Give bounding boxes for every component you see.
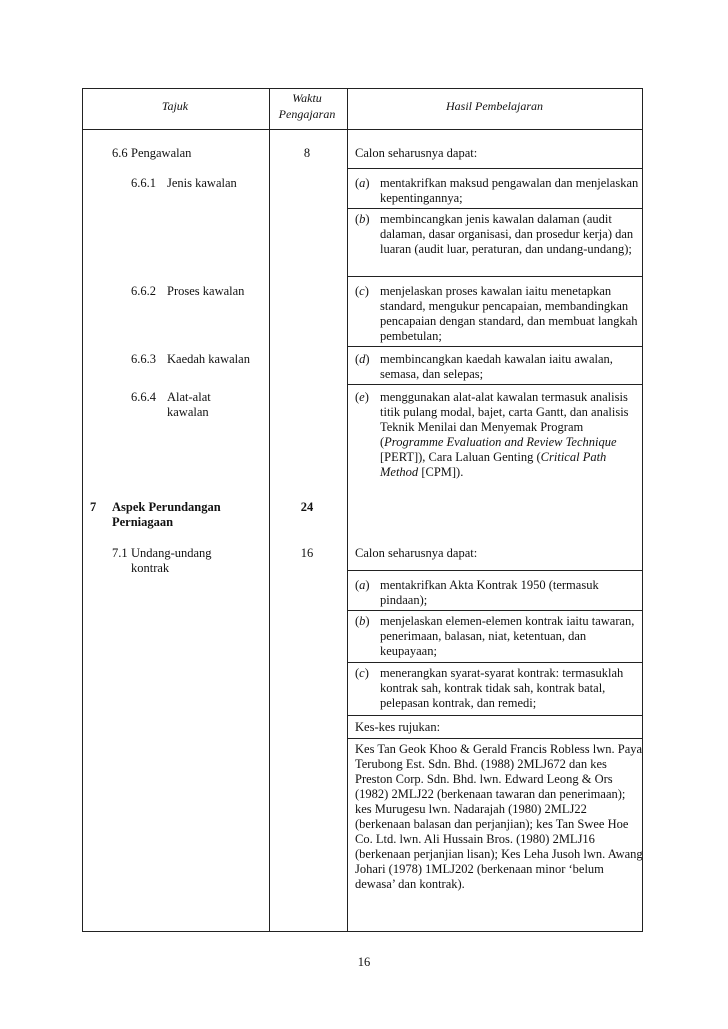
- outcome-text: membincangkan kaedah kawalan iaitu awalan, semasa, dan selepas;: [380, 352, 613, 381]
- outcome-label: a: [359, 176, 366, 190]
- outcome-text-part: [CPM]).: [418, 465, 464, 479]
- subtopic-title: Proses kawalan: [167, 284, 245, 298]
- page-number: 16: [357, 955, 371, 969]
- section-7-1-hours: 16: [300, 546, 314, 560]
- section-7-title-line2: Perniagaan: [112, 515, 174, 529]
- section-6-6-hours: 8: [303, 146, 311, 160]
- row-rule: [347, 610, 643, 611]
- outcome-text: mentakrifkan Akta Kontrak 1950 (termasuk pindaan);: [380, 578, 599, 607]
- subtopic-title-line1: Alat-alat: [167, 390, 211, 404]
- section-7-hours: 24: [300, 500, 314, 514]
- outcome-text: menjelaskan proses kawalan iaitu menetapkan standard, mengukur pencapaian, membandingkan pencapaian dengan standard, dan membuat langkah pembetulan;: [380, 284, 638, 343]
- outcome-text-part: menggunakan alat-alat kawalan termasuk analisis titik pulang modal, bajet, carta Gantt, dan analisis Teknik Menilai dan Menyemak Program (: [380, 390, 629, 449]
- row-rule: [347, 168, 643, 169]
- row-rule: [347, 738, 643, 739]
- outcome-label: d: [359, 352, 366, 366]
- row-rule: [347, 570, 643, 571]
- section-7-1-intro: Calon seharusnya dapat:: [355, 546, 478, 560]
- subtopic-title-line2: kawalan: [167, 405, 209, 419]
- row-rule: [347, 662, 643, 663]
- outcome-label: c: [359, 666, 365, 680]
- header-tajuk: Tajuk: [161, 99, 189, 113]
- subtopic-number: 6.6.1: [131, 176, 156, 190]
- column-divider-2: [347, 89, 348, 931]
- row-rule: [347, 208, 643, 209]
- row-rule: [347, 715, 643, 716]
- section-7-number: 7: [90, 500, 97, 514]
- row-rule: [347, 276, 643, 277]
- outcome-text: menerangkan syarat-syarat kontrak: termasuklah kontrak sah, kontrak tidak sah, kontrak batal, pelepasan kontrak, dan remedi;: [380, 666, 624, 710]
- outcome-text: [380, 390, 642, 480]
- section-6-6-intro: Calon seharusnya dapat:: [355, 146, 478, 160]
- outcome-label: c: [359, 284, 365, 298]
- header-waktu-line2: Pengajaran: [278, 107, 336, 121]
- subtopic-title: Kaedah kawalan: [167, 352, 250, 366]
- header-divider: [83, 129, 642, 130]
- row-rule: [347, 346, 643, 347]
- cases-heading: Kes-kes rujukan:: [355, 720, 441, 734]
- header-waktu-line1: Waktu: [292, 91, 322, 105]
- outcome-text-part: [PERT]), Cara Laluan Genting (: [380, 450, 541, 464]
- outcome-text: membincangkan jenis kawalan dalaman (audit dalaman, dasar organisasi, dan prosedur kerja) dan luaran (audit luar, peraturan, dan undang-undang);: [380, 212, 634, 256]
- section-7-title-line1: Aspek Perundangan: [112, 500, 221, 514]
- section-6-6-title: Pengawalan: [131, 146, 192, 160]
- subtopic-title: Jenis kawalan: [167, 176, 237, 190]
- row-rule: [347, 384, 643, 385]
- cases-text: Kes Tan Geok Khoo & Gerald Francis Robless lwn. Paya Terubong Est. Sdn. Bhd. (1988) 2MLJ672 dan kes Preston Corp. Sdn. Bhd. lwn. Edward Leong & Ors (1982) 2MLJ22 (berkenaan tawaran dan penerimaan); kes Murugesu lwn. Nadarajah (1980) 2MLJ22 (berkenaan balasan dan perjanjian); kes Tan Swee Hoe Co. Ltd. lwn. Ali Hussain Bros. (1980) 2MLJ16 (berkenaan perjanjian lisan); Kes Leha Jusoh lwn. Awang Johari (1978) 1MLJ202 (berkenaan minor ‘belum dewasa’ dan kontrak).: [355, 742, 643, 891]
- outcome-label: e: [359, 390, 365, 404]
- outcome-text-italic: Programme Evaluation and Review Technique: [384, 435, 617, 449]
- outcome-text: menjelaskan elemen-elemen kontrak iaitu tawaran, penerimaan, balasan, niat, ketentuan, dan keupayaan;: [380, 614, 635, 658]
- outcome-text-italic: Critical Path Method: [380, 450, 607, 479]
- subtopic-number: 6.6.2: [131, 284, 156, 298]
- outcome-label: b: [359, 614, 366, 628]
- subtopic-number: 6.6.3: [131, 352, 156, 366]
- outcome-label: a: [359, 578, 366, 592]
- section-7-1-title-line2: kontrak: [131, 561, 170, 575]
- section-7-1-number: 7.1: [112, 546, 128, 560]
- outcome-text: mentakrifkan maksud pengawalan dan menjelaskan kepentingannya;: [380, 176, 639, 205]
- header-hasil: Hasil Pembelajaran: [446, 99, 543, 113]
- outcome-label: b: [359, 212, 366, 226]
- section-6-6-number: 6.6: [112, 146, 128, 160]
- subtopic-number: 6.6.4: [131, 390, 156, 404]
- section-7-1-title-line1: Undang-undang: [131, 546, 212, 560]
